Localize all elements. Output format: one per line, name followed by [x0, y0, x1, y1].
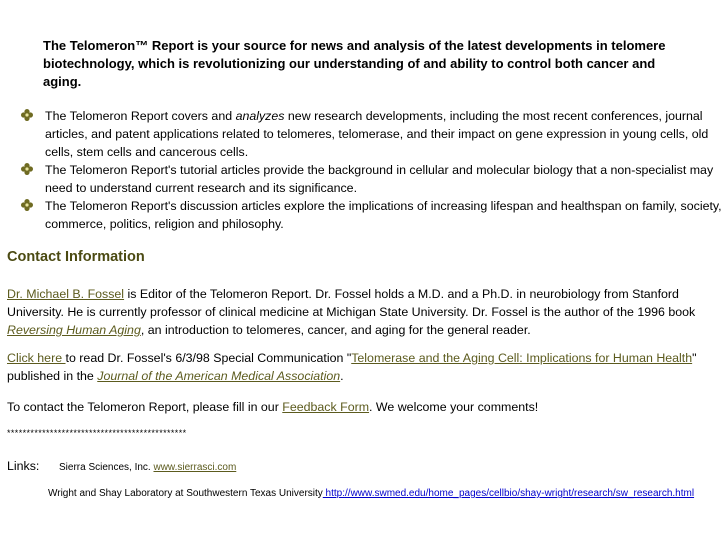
list-item	[0, 161, 727, 197]
click-here-link[interactable]: Click here	[7, 351, 66, 365]
list-item-text: The Telomeron Report covers and	[45, 109, 236, 123]
book-title: Reversing Human Aging	[7, 323, 141, 337]
list-item-emphasis: analyzes	[235, 109, 285, 123]
communication-text: to read Dr. Fossel's 6/3/98 Special Communication "	[65, 351, 352, 365]
links-label: Links:	[7, 459, 40, 473]
contact-heading: Contact Information	[7, 249, 145, 265]
feedback-form-link[interactable]: Feedback Form	[282, 400, 370, 414]
editor-paragraph	[7, 285, 723, 339]
feature-list	[0, 107, 727, 233]
list-item-text: new research developments, including the most recent conferences, journal articles, and patent applications related to telomeres, telomerase, and their impact on gene expression in young cells, old cells, stem cells and cancerous cells.	[45, 109, 709, 159]
sierra-link[interactable]: www.sierrasci.com	[153, 462, 237, 473]
flower-bullet-icon	[21, 163, 33, 175]
flower-bullet-icon	[21, 109, 33, 121]
editor-link[interactable]: Dr. Michael B. Fossel	[7, 287, 125, 301]
list-item-text: The Telomeron Report's discussion articles explore the implications of increasing lifespan and healthspan on family, society, commerce, politics, religion and philosophy.	[45, 199, 722, 231]
feedback-text: . We welcome your comments!	[369, 400, 539, 414]
list-item	[0, 197, 727, 233]
communication-paragraph	[7, 349, 723, 385]
links-row	[7, 459, 236, 473]
list-item-text: The Telomeron Report's tutorial articles provide the background in cellular and molecular biology that a non-specialist may need to understand current research and its significance.	[45, 163, 714, 195]
book-description: , an introduction to telomeres, cancer, and aging for the general reader.	[140, 323, 531, 337]
separator: **********************************************	[7, 428, 187, 438]
article-link[interactable]: Telomerase and the Aging Cell: Implications for Human Health	[351, 351, 693, 365]
feedback-text: To contact the Telomeron Report, please fill in our	[7, 400, 283, 414]
wright-shay-row	[48, 488, 694, 499]
book-link[interactable]	[7, 323, 141, 337]
journal-title: Journal of the American Medical Association	[97, 369, 341, 383]
flower-bullet-icon	[21, 199, 33, 211]
communication-text: .	[340, 369, 344, 383]
feedback-paragraph	[7, 398, 723, 416]
wright-shay-text: Wright and Shay Laboratory at Southwestern Texas University	[48, 488, 323, 499]
intro-statement: The Telomeron™ Report is your source for news and analysis of the latest developments in telomere biotechnology, which is revolutionizing our understanding of and ability to control both cancer and aging.	[43, 38, 666, 89]
sierra-text: Sierra Sciences, Inc.	[59, 462, 154, 473]
list-item	[0, 107, 727, 161]
journal-link[interactable]	[97, 369, 340, 383]
editor-text: is Editor of the Telomeron Report. Dr. Fossel holds a M.D. and a Ph.D. in neurobiology from Stanford University. He is currently professor of clinical medicine at Michigan State University. Dr. Fossel is the author of the 1996 book	[7, 287, 696, 319]
communication-text: " published in the	[7, 351, 697, 383]
wright-shay-link[interactable]: http://www.swmed.edu/home_pages/cellbio/shay-wright/research/sw_research.html	[322, 488, 695, 499]
